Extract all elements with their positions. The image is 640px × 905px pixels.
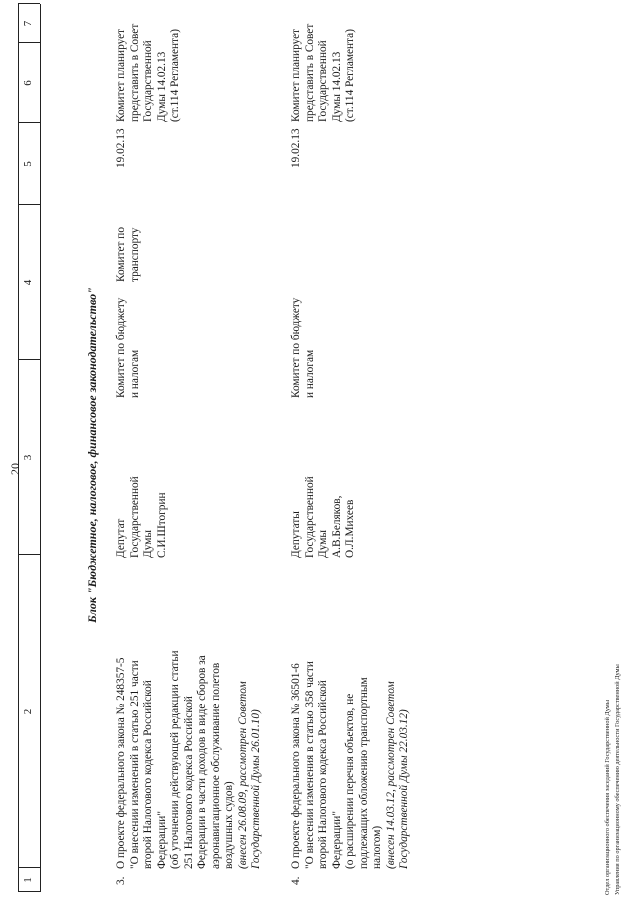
bill-title: О проекте федерального закона № 36501-6 "О внесении изменения в статью 358 части второй Налогового кодекса Российской Федерации" (о расширении перечня объектов, не подлежащих обложению транспортным налогом) (внесен 14.03.12, рассмотрен Советом Государственной Думы 22.03.12) <box>290 661 410 869</box>
column-number-3: 3 <box>22 454 34 461</box>
column-number-2: 2 <box>22 708 34 715</box>
column-number-1: 1 <box>22 877 34 883</box>
bill-author: Депутаты Государственной Думы А.В.Беляков, О.Л.Михеев <box>290 476 356 558</box>
footer-directorate: Управления по организационному обеспечению деятельности Государственной Думы <box>614 664 621 895</box>
plan-note: Комитет планирует представить в Совет Государственной Думы 14.02.13 (ст.114 Регламента) <box>115 23 181 122</box>
column-number-7: 7 <box>22 20 34 27</box>
bill-note: (внесен 14.03.12, рассмотрен Советом <box>384 681 397 869</box>
column-number-4: 4 <box>22 279 34 286</box>
column-number-5: 5 <box>22 161 34 167</box>
bill-author: Депутат Государственной Думы С.И.Штогрин <box>115 476 168 558</box>
plan-note: Комитет планирует представить в Совет Государственной Думы 14.02.13 (ст.114 Регламента) <box>290 23 356 122</box>
responsible-committee: Комитет по бюджету и налогам <box>115 297 141 398</box>
header-bottom-border <box>40 4 41 892</box>
column-number-6: 6 <box>22 80 34 86</box>
block-title: Блок "Бюджетное, налоговое, финансовое законодательство" <box>85 287 99 623</box>
header-top-border <box>18 4 19 892</box>
bill-note: (внесен 26.08.09, рассмотрен Советом <box>236 681 249 869</box>
responsible-committee: Комитет по бюджету и налогам <box>290 297 316 398</box>
footer-department: Отдел организационного обеспечения заседаний Государственной Думы <box>604 700 611 895</box>
co-executor-committee: Комитет по транспорту <box>115 226 141 282</box>
row-number: 3. <box>115 876 127 885</box>
review-date: 19.02.13 <box>115 128 127 168</box>
row-number: 4. <box>290 876 302 885</box>
bill-title: О проекте федерального закона № 248357-5 "О внесении изменений в статью 251 части второй Налогового кодекса Российской Федерации" (об уточнении действующей редакции статьи 251 Налогового кодекса Российской Федерации в части доходов в виде сборов за аэронавигационное обслуживание полетов воздушных судов) (внесен 26.08.09, рассмотрен Советом Государственной Думы 26.01.10) <box>115 650 262 869</box>
page-number: 20 <box>8 463 22 475</box>
review-date: 19.02.13 <box>290 128 302 168</box>
